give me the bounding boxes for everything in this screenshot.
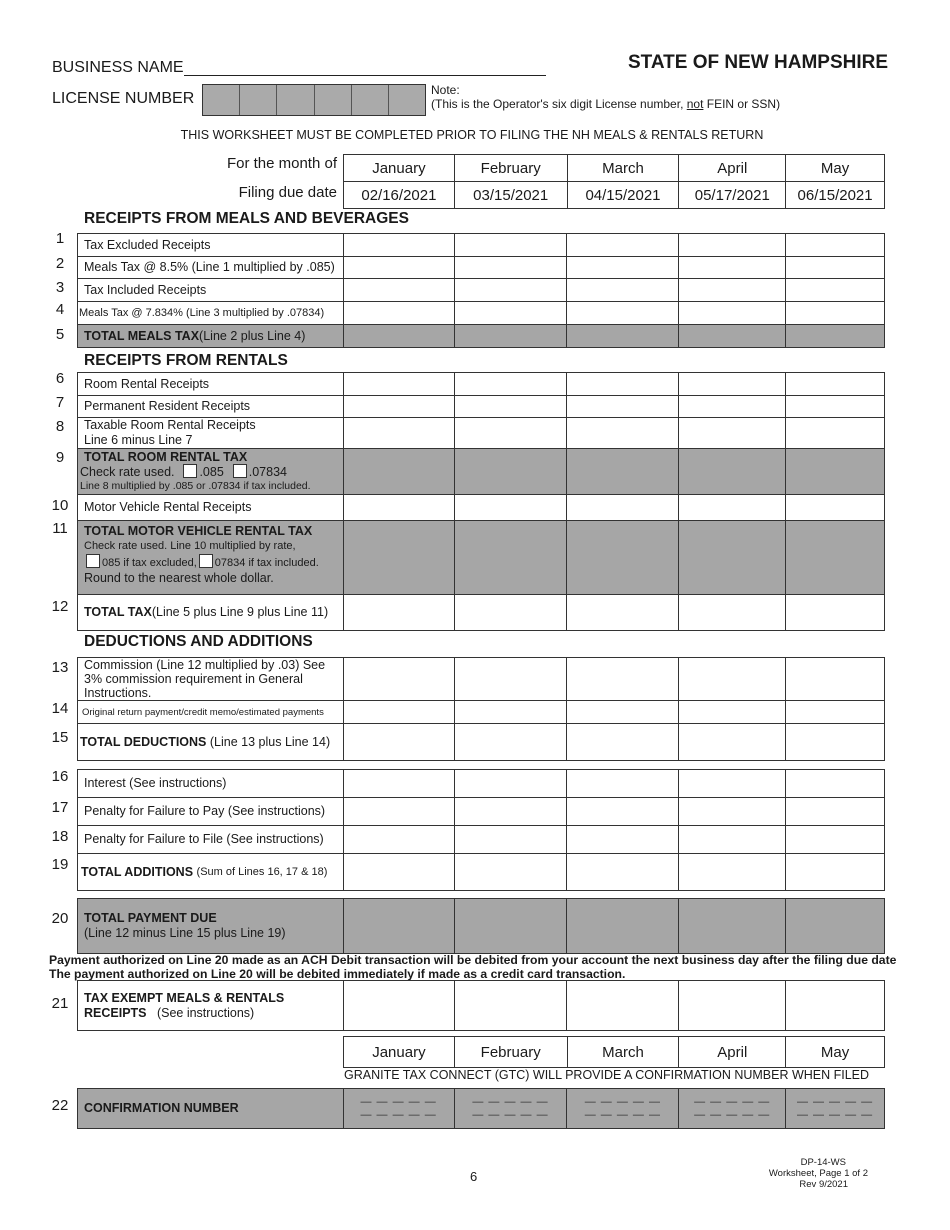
entry-cell[interactable]: [679, 373, 786, 395]
line-2-label: Meals Tax @ 8.5% (Line 1 multiplied by .085): [78, 257, 344, 278]
form-revision: Rev 9/2021: [799, 1179, 848, 1190]
line-16-row: [77, 769, 885, 798]
entry-cell[interactable]: [679, 325, 786, 347]
entry-cell[interactable]: [567, 418, 679, 448]
license-digit-box[interactable]: [315, 85, 352, 115]
line-21-bold: TAX EXEMPT MEALS & RENTALS: [84, 990, 285, 1005]
entry-cell[interactable]: [455, 325, 568, 347]
line-number: 15: [51, 729, 69, 746]
line-15-label: [78, 724, 344, 760]
entry-cell[interactable]: [786, 701, 884, 723]
entry-cell[interactable]: [344, 899, 455, 953]
line-19-label: [78, 854, 344, 890]
line-5-row: [77, 324, 885, 348]
entry-cell[interactable]: [567, 449, 679, 494]
month-cell: February: [455, 155, 568, 181]
line-10-label: Motor Vehicle Rental Receipts: [78, 495, 344, 520]
entry-cell[interactable]: [679, 302, 786, 324]
line-13-label: Commission (Line 12 multiplied by .03) See 3% commission requirement in General Instructions.: [78, 658, 344, 700]
line-7-row: [77, 395, 885, 418]
entry-cell[interactable]: [344, 449, 455, 494]
line-6-row: [77, 372, 885, 396]
rate-07834-checkbox[interactable]: [233, 464, 247, 478]
entry-cell[interactable]: [679, 418, 786, 448]
license-digit-box[interactable]: [240, 85, 277, 115]
page-number: 6: [470, 1169, 478, 1184]
line-12-text: (Line 5 plus Line 9 plus Line 11): [151, 605, 329, 619]
line-number: 16: [51, 768, 69, 785]
entry-cell[interactable]: [679, 396, 786, 417]
entry-cell[interactable]: [344, 279, 455, 301]
line-21-row: [77, 980, 885, 1031]
entry-cell[interactable]: [786, 279, 884, 301]
note-not: not: [686, 97, 704, 111]
line-21-bold2: RECEIPTS: [84, 1005, 147, 1020]
line-19-row: [77, 853, 885, 891]
line-20-text: (Line 12 minus Line 15 plus Line 19): [84, 926, 286, 940]
entry-cell[interactable]: [786, 257, 884, 278]
entry-cell[interactable]: [679, 595, 786, 630]
entry-cell[interactable]: [786, 396, 884, 417]
line-number: 6: [55, 370, 65, 387]
line-number: 4: [55, 301, 65, 318]
entry-cell[interactable]: [455, 658, 568, 700]
entry-cell[interactable]: [567, 396, 679, 417]
entry-cell[interactable]: [567, 658, 679, 700]
line-number: 17: [51, 799, 69, 816]
entry-cell[interactable]: [786, 658, 884, 700]
due-date-cell: 06/15/2021: [797, 186, 873, 204]
line-number: 3: [55, 279, 65, 296]
line-number: 21: [51, 995, 69, 1012]
dash-placeholder: — — — — —: [694, 1095, 771, 1108]
entry-cell[interactable]: [567, 770, 679, 797]
entry-cell[interactable]: [786, 826, 884, 853]
license-note: [431, 83, 780, 111]
line-7-label: Permanent Resident Receipts: [78, 396, 344, 417]
line-21-label: [78, 981, 344, 1030]
line-15-row: [77, 723, 885, 761]
confirmation-cell[interactable]: [455, 1089, 568, 1128]
entry-cell[interactable]: [344, 302, 455, 324]
line-16-label: Interest (See instructions): [78, 770, 344, 797]
line-18-label: Penalty for Failure to File (See instructions): [78, 826, 344, 853]
line-17-row: [77, 797, 885, 826]
entry-cell[interactable]: [455, 521, 568, 594]
line-9-bold: TOTAL ROOM RENTAL TAX: [84, 450, 248, 464]
line-number: 18: [51, 828, 69, 845]
entry-cell[interactable]: [344, 798, 455, 825]
month-cell: February: [455, 1037, 568, 1067]
month-cell: March: [568, 1037, 680, 1067]
line-20-row: [77, 898, 885, 954]
line-19-text: (Sum of Lines 16, 17 & 18): [196, 865, 328, 878]
entry-cell[interactable]: [786, 495, 884, 520]
line-9-check-text: Check rate used.: [80, 465, 175, 479]
due-dates-row: [343, 181, 885, 209]
entry-cell[interactable]: [679, 798, 786, 825]
line-8-row: [77, 417, 885, 449]
entry-cell[interactable]: [679, 521, 786, 594]
entry-cell[interactable]: [455, 899, 568, 953]
confirmation-cell[interactable]: [344, 1089, 455, 1128]
line-3-label: Tax Included Receipts: [78, 279, 344, 301]
rate-085-excluded-label: 085 if tax excluded,: [102, 557, 197, 569]
line-8-label: [78, 418, 344, 448]
entry-cell[interactable]: [679, 701, 786, 723]
entry-cell[interactable]: [679, 826, 786, 853]
line-number: 10: [51, 497, 69, 514]
worksheet-instruction: THIS WORKSHEET MUST BE COMPLETED PRIOR TO FILING THE NH MEALS & RENTALS RETURN: [180, 128, 764, 142]
dash-placeholder: — — — — —: [584, 1108, 661, 1121]
line-4-label: Meals Tax @ 7.834% (Line 3 multiplied by .07834): [78, 302, 344, 324]
form-footer: [769, 1157, 868, 1190]
line-1-label: Tax Excluded Receipts: [78, 234, 344, 256]
dash-placeholder: — — — — —: [472, 1095, 549, 1108]
entry-cell[interactable]: [786, 418, 884, 448]
entry-cell[interactable]: [786, 234, 884, 256]
month-cell: May: [820, 159, 850, 177]
entry-cell[interactable]: [786, 302, 884, 324]
entry-cell[interactable]: [344, 701, 455, 723]
entry-cell[interactable]: [344, 981, 455, 1030]
line-8-text2: Line 6 minus Line 7: [84, 433, 193, 447]
entry-cell[interactable]: [344, 724, 455, 760]
entry-cell[interactable]: [567, 826, 679, 853]
entry-cell[interactable]: [455, 770, 568, 797]
dash-placeholder: — — — — —: [796, 1095, 874, 1108]
line-number: 20: [51, 910, 69, 927]
line-12-label: [78, 595, 344, 630]
months-label: For the month of: [226, 155, 337, 172]
line-number: 8: [55, 418, 65, 435]
entry-cell[interactable]: [344, 595, 455, 630]
entry-cell[interactable]: [679, 770, 786, 797]
license-digit-box[interactable]: [203, 85, 240, 115]
month-cell: January: [344, 1037, 455, 1067]
payment-note-ach: Payment authorized on Line 20 made as an ACH Debit transaction will be debited from your account the next business day after the filing due date: [49, 953, 897, 967]
form-id: DP-14-WS: [800, 1157, 846, 1168]
line-number: 9: [55, 449, 65, 466]
line-11-text: Check rate used. Line 10 multiplied by rate,: [84, 540, 296, 552]
rate-085-label: .085: [199, 465, 224, 479]
entry-cell[interactable]: [567, 257, 679, 278]
note-text-end: FEIN or SSN): [703, 97, 781, 111]
line-11-text3: Round to the nearest whole dollar.: [84, 571, 274, 585]
entry-cell[interactable]: [567, 899, 679, 953]
business-name-field[interactable]: [184, 74, 546, 76]
license-digit-box[interactable]: [352, 85, 389, 115]
confirmation-cell[interactable]: [786, 1089, 884, 1128]
payment-note-card: The payment authorized on Line 20 will be debited immediately if made as a credit card transaction.: [49, 967, 626, 981]
business-name-label: BUSINESS NAME: [52, 59, 184, 76]
line-5-bold: TOTAL MEALS TAX: [84, 328, 200, 343]
line-22-label: [78, 1089, 344, 1128]
line-8-text: Taxable Room Rental Receipts: [84, 418, 256, 432]
line-12-row: [77, 594, 885, 631]
line-5-label: [78, 325, 344, 347]
entry-cell[interactable]: [786, 798, 884, 825]
entry-cell[interactable]: [786, 595, 884, 630]
entry-cell[interactable]: [786, 899, 884, 953]
line-19-bold: TOTAL ADDITIONS: [81, 864, 194, 879]
entry-cell[interactable]: [786, 854, 884, 890]
entry-cell[interactable]: [455, 302, 568, 324]
entry-cell[interactable]: [344, 854, 455, 890]
entry-cell[interactable]: [344, 418, 455, 448]
entry-cell[interactable]: [679, 234, 786, 256]
line-2-row: [77, 256, 885, 279]
line-number: 12: [51, 598, 69, 615]
license-digit-box[interactable]: [277, 85, 314, 115]
dash-placeholder: — — — — —: [360, 1108, 437, 1121]
line-15-text: (Line 13 plus Line 14): [209, 734, 331, 749]
line-18-row: [77, 825, 885, 854]
line-number: 14: [51, 700, 69, 717]
entry-cell[interactable]: [455, 595, 568, 630]
entry-cell[interactable]: [344, 325, 455, 347]
line-5-text: (Line 2 plus Line 4): [199, 328, 306, 343]
dash-placeholder: — — — — —: [472, 1108, 549, 1121]
section-rentals-heading: RECEIPTS FROM RENTALS: [84, 352, 288, 369]
entry-cell[interactable]: [455, 701, 568, 723]
confirmation-cell[interactable]: [679, 1089, 786, 1128]
entry-cell[interactable]: [679, 495, 786, 520]
line-17-label: Penalty for Failure to Pay (See instructions): [78, 798, 344, 825]
license-digit-box[interactable]: [389, 85, 425, 115]
month-cell: April: [679, 1037, 786, 1067]
entry-cell[interactable]: [786, 724, 884, 760]
confirmation-cell[interactable]: [567, 1089, 679, 1128]
entry-cell[interactable]: [344, 658, 455, 700]
entry-cell[interactable]: [344, 234, 455, 256]
entry-cell[interactable]: [567, 798, 679, 825]
entry-cell[interactable]: [455, 373, 568, 395]
entry-cell[interactable]: [567, 521, 679, 594]
entry-cell[interactable]: [679, 724, 786, 760]
entry-cell[interactable]: [455, 396, 568, 417]
line-11-label: [78, 521, 344, 594]
entry-cell[interactable]: [567, 701, 679, 723]
entry-cell[interactable]: [679, 279, 786, 301]
line-4-row: [77, 301, 885, 325]
entry-cell[interactable]: [455, 495, 568, 520]
license-number-label: LICENSE NUMBER: [52, 90, 195, 107]
rate-085-checkbox[interactable]: [183, 464, 197, 478]
line-11-row: [77, 520, 885, 595]
entry-cell[interactable]: [567, 595, 679, 630]
line-9-text2: Line 8 multiplied by .085 or .07834 if tax included.: [80, 480, 311, 492]
entry-cell[interactable]: [344, 257, 455, 278]
line-20-label: [78, 899, 344, 953]
entry-cell[interactable]: [786, 521, 884, 594]
entry-cell[interactable]: [455, 854, 568, 890]
rate-085-excluded-checkbox[interactable]: [86, 554, 100, 568]
entry-cell[interactable]: [567, 234, 679, 256]
months-footer-row: [343, 1036, 885, 1068]
entry-cell[interactable]: [455, 826, 568, 853]
due-label: Filing due date: [238, 184, 337, 201]
line-number: 22: [51, 1097, 69, 1114]
entry-cell[interactable]: [455, 257, 568, 278]
note-label: Note:: [431, 83, 460, 97]
entry-cell[interactable]: [679, 257, 786, 278]
section-meals-heading: RECEIPTS FROM MEALS AND BEVERAGES: [84, 210, 409, 227]
line-number: 2: [55, 255, 65, 272]
line-number: 13: [51, 659, 69, 676]
line-number: 1: [55, 230, 65, 247]
rate-07834-label: .07834: [248, 465, 287, 479]
entry-cell[interactable]: [344, 396, 455, 417]
line-11-bold: TOTAL MOTOR VEHICLE RENTAL TAX: [84, 524, 313, 538]
entry-cell[interactable]: [786, 373, 884, 395]
rate-07834-included-checkbox[interactable]: [199, 554, 213, 568]
line-14-row: [77, 700, 885, 724]
month-cell: April: [679, 155, 786, 181]
line-15-bold: TOTAL DEDUCTIONS: [80, 734, 207, 749]
dash-placeholder: — — — — —: [796, 1108, 874, 1121]
entry-cell[interactable]: [344, 826, 455, 853]
dash-placeholder: — — — — —: [584, 1095, 661, 1108]
entry-cell[interactable]: [344, 373, 455, 395]
entry-cell[interactable]: [567, 724, 679, 760]
line-22-bold: CONFIRMATION NUMBER: [84, 1101, 239, 1115]
line-10-row: [77, 494, 885, 521]
dash-placeholder: — — — — —: [694, 1108, 771, 1121]
months-header-row: [343, 154, 885, 182]
line-6-label: Room Rental Receipts: [78, 373, 344, 395]
line-14-label: Original return payment/credit memo/estimated payments: [78, 701, 344, 723]
line-12-bold: TOTAL TAX: [84, 605, 152, 619]
entry-cell[interactable]: [567, 302, 679, 324]
line-3-row: [77, 278, 885, 302]
line-22-row: [77, 1088, 885, 1129]
payment-authorization-note: [49, 953, 896, 981]
entry-cell[interactable]: [679, 449, 786, 494]
note-text: (This is the Operator's six digit License number,: [431, 97, 687, 111]
line-9-label: [78, 449, 344, 494]
entry-cell[interactable]: [786, 449, 884, 494]
entry-cell[interactable]: [679, 981, 786, 1030]
dash-placeholder: — — — — —: [360, 1095, 437, 1108]
entry-cell[interactable]: [455, 798, 568, 825]
entry-cell[interactable]: [786, 770, 884, 797]
entry-cell[interactable]: [455, 724, 568, 760]
month-cell: January: [344, 155, 455, 181]
entry-cell[interactable]: [567, 279, 679, 301]
line-number: 5: [55, 326, 65, 343]
section-deductions-heading: DEDUCTIONS AND ADDITIONS: [84, 633, 313, 650]
line-number: 11: [52, 520, 68, 537]
line-21-text: (See instructions): [156, 1005, 255, 1020]
entry-cell[interactable]: [455, 981, 568, 1030]
entry-cell[interactable]: [344, 495, 455, 520]
line-number: 7: [55, 394, 65, 411]
entry-cell[interactable]: [786, 981, 884, 1030]
entry-cell[interactable]: [679, 899, 786, 953]
entry-cell[interactable]: [567, 325, 679, 347]
month-cell: May: [820, 1043, 850, 1061]
entry-cell[interactable]: [567, 981, 679, 1030]
entry-cell[interactable]: [455, 418, 568, 448]
entry-cell[interactable]: [455, 279, 568, 301]
due-date-cell: 03/15/2021: [455, 182, 568, 208]
license-number-boxes[interactable]: [202, 84, 426, 116]
entry-cell[interactable]: [344, 770, 455, 797]
due-date-cell: 04/15/2021: [568, 182, 680, 208]
entry-cell[interactable]: [455, 449, 568, 494]
entry-cell[interactable]: [344, 521, 455, 594]
worksheet-page: Worksheet, Page 1 of 2: [768, 1168, 868, 1179]
due-date-cell: 05/17/2021: [679, 182, 786, 208]
entry-cell[interactable]: [679, 854, 786, 890]
line-9-row: [77, 448, 885, 495]
entry-cell[interactable]: [567, 495, 679, 520]
line-20-bold: TOTAL PAYMENT DUE: [84, 911, 217, 925]
gtc-note: GRANITE TAX CONNECT (GTC) WILL PROVIDE A CONFIRMATION NUMBER WHEN FILED: [344, 1068, 870, 1082]
entry-cell[interactable]: [567, 373, 679, 395]
entry-cell[interactable]: [679, 658, 786, 700]
entry-cell[interactable]: [567, 854, 679, 890]
line-13-row: [77, 657, 885, 701]
line-number: 19: [51, 856, 69, 873]
due-date-cell: 02/16/2021: [344, 182, 455, 208]
month-cell: March: [568, 155, 680, 181]
line-1-row: [77, 233, 885, 257]
rate-07834-included-label: 07834 if tax included.: [214, 557, 319, 569]
entry-cell[interactable]: [455, 234, 568, 256]
state-title: STATE OF NEW HAMPSHIRE: [628, 52, 889, 73]
entry-cell[interactable]: [786, 325, 884, 347]
